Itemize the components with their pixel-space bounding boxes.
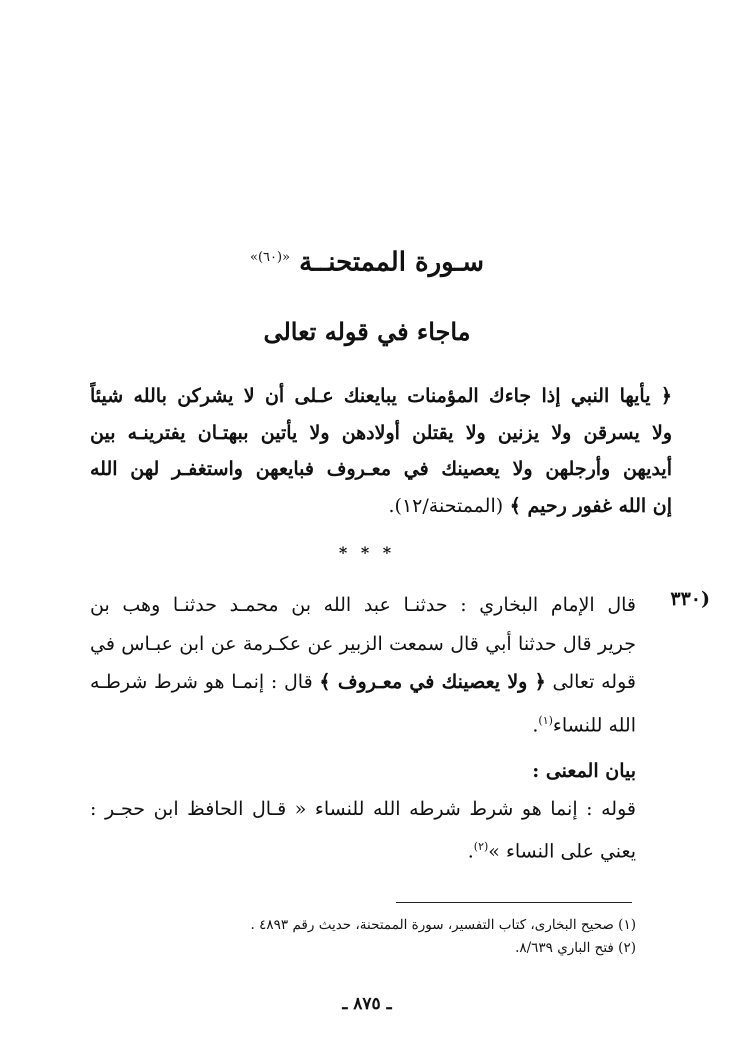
meaning-title: بيان المعنى : [532,760,636,782]
meaning-line-2-text: يعني على النساء » [488,840,636,863]
hadith-number: (٣٣٠ [670,588,710,610]
verse-line-3: أيديهن وأرجلهن ولا يعصينك في معـروف فبايعهن واستغفـر لهن الله [90,458,672,480]
verse-line-4 [90,488,672,525]
hadith-line-4-end: . [532,713,539,736]
surah-number-superscript: «(٦٠)» [249,250,291,265]
verse-line-4-text: إن الله غفور رحيم ﴾ [509,494,672,517]
quran-verse-block [90,378,672,524]
footnote-divider [396,902,632,903]
verse-reference: (الممتحنة/١٢). [388,494,504,517]
surah-title-text: سـورة الممتحنــة [299,247,485,278]
meaning-line-2-end: . [467,840,474,863]
hadith-line-2: جرير قال حدثنا أبي قال سمعت الزبير عن عكـرمة عن ابن عبـاس في [90,632,636,655]
verse-line-2: ولا يسرقن ولا يزنين ولا يقتلن أولادهن ولا يأتين ببهتـان يفترينـه بين [90,421,672,444]
meaning-text-block [90,790,636,870]
hadith-line-3 [90,663,636,702]
hadith-line-1: قال الإمام البخاري : حدثنـا عبد الله بن محمـد حدثنـا وهب بن [90,594,636,616]
section-separator: * * * [338,543,396,562]
hadith-line-3-start: قوله تعالى [552,671,636,693]
hadith-line-4 [90,702,636,745]
surah-number: (٦٠) [257,250,283,265]
page-number: ـ ٨٧٥ ـ [342,994,392,1014]
verse-line-1: ﴿ يأيها النبي إذا جاءك المؤمنات يبايعنك عـلى أن لا يشركن بالله شيئاً [90,385,672,407]
footnote-1: (١) صحيح البخارى، كتاب التفسير، سورة الممتحنة، حديث رقم ٤٨٩٣ . [250,917,636,933]
footnote-2: (٢) فتح الباري ٨/٦٣٩. [515,940,636,956]
surah-title [200,236,534,280]
meaning-line-2 [90,828,636,870]
footnotes [150,914,636,960]
hadith-text-block [90,586,636,744]
hadith-line-3-end: قال : إنمـا هو شرط شرطـه [90,671,313,693]
footnote-marker-1[interactable]: (١) [538,713,553,727]
section-heading: ماجاء في قوله تعالى [263,317,471,346]
footnote-marker-2[interactable]: (٢) [473,840,489,853]
hadith-line-4-text: الله للنساء [552,713,636,736]
hadith-quoted-verse: ﴿ ولا يعصينك في معـروف ﴾ [319,671,546,693]
meaning-line-1: قوله : إنما هو شرط شرطه الله للنساء « قـال الحافظ ابن حجـر : [90,798,636,820]
